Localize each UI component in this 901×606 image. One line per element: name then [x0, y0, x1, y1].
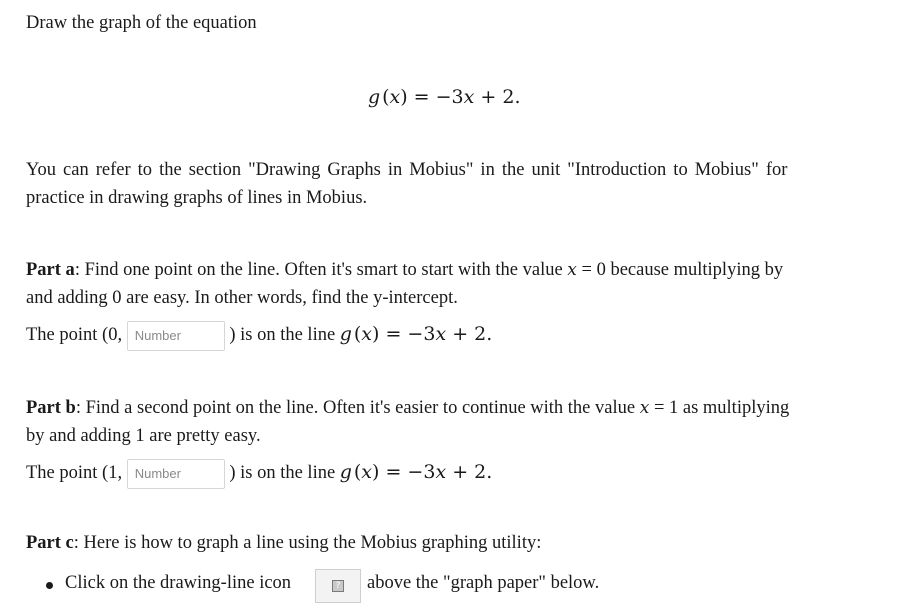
part-a-label: Part a — [26, 260, 75, 280]
reference-line-1: You can refer to the section "Drawing Graphs in Mobius" in the unit "Introduction to Mobius" for — [26, 160, 788, 180]
reference-paragraph — [26, 156, 866, 212]
part-b-instructions — [26, 394, 866, 450]
part-b-point-row — [26, 457, 492, 489]
equation-rhs-rest: + 2. — [474, 86, 521, 108]
drawing-line-tool-button[interactable] — [315, 569, 361, 603]
part-c-bullet-after: above the "graph paper" below. — [367, 573, 600, 593]
main-equation: g (x) = −3x + 2. — [368, 86, 521, 108]
part-a-point-suffix: ) is on the line — [229, 325, 340, 345]
part-b-var: x — [639, 398, 650, 418]
equation-func: g — [368, 86, 381, 108]
equation-rhs-var: x — [463, 86, 475, 108]
equation-var: x — [389, 86, 401, 108]
part-b-number-input[interactable] — [127, 459, 225, 489]
part-c-bullet-before: Click on the drawing-line icon — [65, 573, 292, 593]
equation-rhs: −3 — [435, 86, 464, 108]
part-b-point-prefix: The point (1, — [26, 463, 127, 483]
part-b-equation: g (x) = −3x + 2. — [339, 461, 493, 483]
drawing-line-icon: ? — [332, 580, 344, 592]
part-a-equation: g (x) = −3x + 2. — [339, 323, 493, 345]
bullet-dot — [46, 582, 53, 589]
intro-text: Draw the graph of the equation — [26, 13, 257, 33]
part-c-label: Part c — [26, 533, 74, 553]
part-b-line-2: by and adding 1 are pretty easy. — [26, 426, 261, 446]
part-b-line-1: Part b: Find a second point on the line. Often it's easier to continue with the value x = 1 as multiplying — [26, 398, 790, 418]
part-a-var: x — [567, 260, 577, 280]
part-a-point-row — [26, 319, 492, 351]
part-a-number-input[interactable] — [127, 321, 225, 351]
part-a-line-2: and adding 0 are easy. In other words, find the y-intercept. — [26, 288, 458, 308]
part-b-point-suffix: ) is on the line — [229, 463, 340, 483]
reference-line-2: practice in drawing graphs of lines in Mobius. — [26, 188, 368, 208]
part-a-instructions — [26, 256, 866, 312]
part-b-label: Part b — [26, 398, 76, 418]
part-c-instructions: Part c: Here is how to graph a line using the Mobius graphing utility: — [26, 533, 542, 553]
part-a-point-prefix: The point (0, — [26, 325, 127, 345]
part-a-line-1: Part a: Find one point on the line. Often it's smart to start with the value x = 0 because multiplying by — [26, 260, 784, 280]
